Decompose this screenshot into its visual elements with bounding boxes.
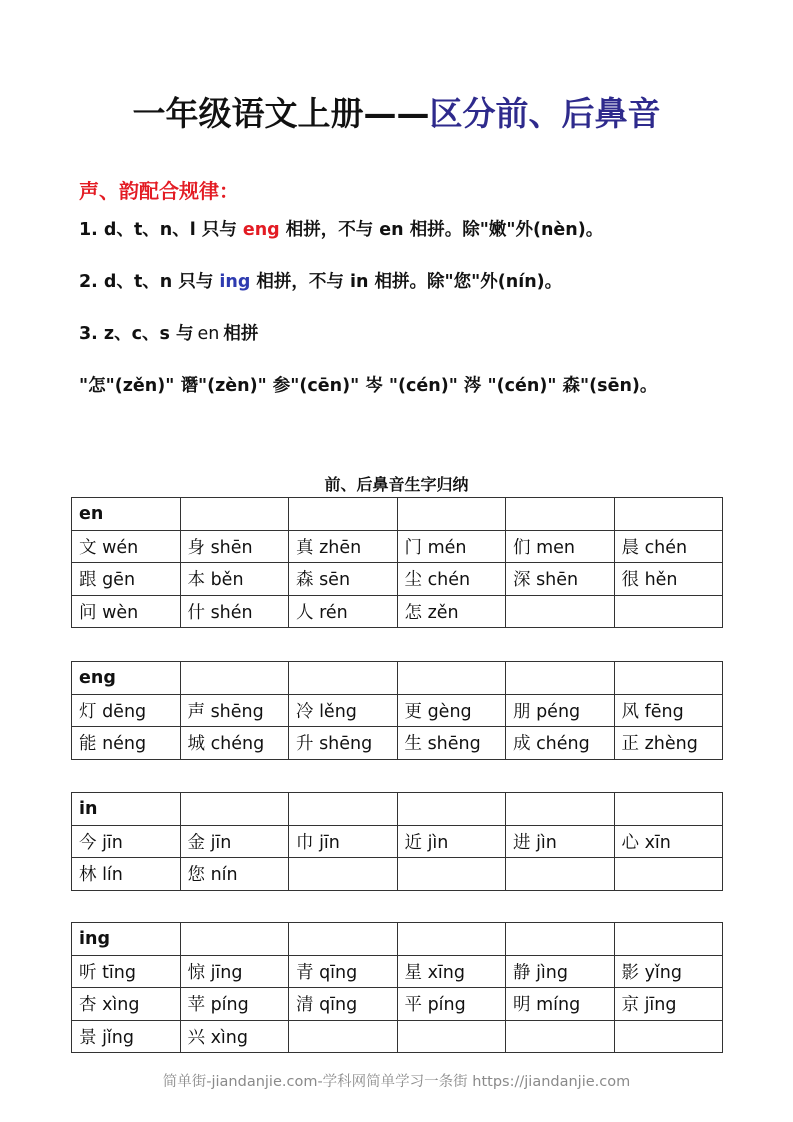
table-cell: 生 shēng — [397, 727, 506, 760]
table-cell — [180, 498, 289, 531]
table-cell: 身 shēn — [180, 530, 289, 563]
table-en — [71, 497, 723, 628]
table-cell — [614, 858, 723, 891]
table-cell: 风 fēng — [614, 694, 723, 727]
table-header-label: in — [72, 793, 181, 826]
table-cell — [506, 923, 615, 956]
rule-3 — [79, 320, 258, 345]
table-cell — [506, 793, 615, 826]
table-cell: 巾 jīn — [289, 825, 398, 858]
table-header-label: ing — [72, 923, 181, 956]
table-cell — [614, 793, 723, 826]
rule-1-highlight: eng — [242, 220, 280, 240]
rule-1-text-after: 相拼，不与 en 相拼。除"嫩"外(nèn)。 — [285, 220, 604, 240]
table-cell — [506, 595, 615, 628]
table-cell: 文 wén — [72, 530, 181, 563]
table-row — [72, 563, 723, 596]
table-cell: 冷 lěng — [289, 694, 398, 727]
rule-2 — [79, 268, 562, 293]
table-row — [72, 694, 723, 727]
rule-2-highlight: ing — [219, 272, 251, 292]
table-cell: 心 xīn — [614, 825, 723, 858]
table-cell: 金 jīn — [180, 825, 289, 858]
table-cell: 您 nín — [180, 858, 289, 891]
table-cell — [180, 793, 289, 826]
table-cell — [289, 793, 398, 826]
page-title — [0, 88, 793, 135]
rule-3-text-before: 3. z、c、s 与 — [79, 324, 194, 344]
rule-2-text-after: 相拼，不与 in 相拼。除"您"外(nín)。 — [256, 272, 563, 292]
table-cell — [614, 1020, 723, 1053]
table-cell: 本 běn — [180, 563, 289, 596]
table-cell: 更 gèng — [397, 694, 506, 727]
table-cell: 进 jìn — [506, 825, 615, 858]
table-cell — [506, 498, 615, 531]
table-cell: 近 jìn — [397, 825, 506, 858]
table-cell: 能 néng — [72, 727, 181, 760]
table-cell: 城 chéng — [180, 727, 289, 760]
table-cell: 听 tīng — [72, 955, 181, 988]
table-ing — [71, 922, 723, 1053]
table-cell — [506, 1020, 615, 1053]
rule-2-text-before: 2. d、t、n 只与 — [79, 272, 214, 292]
table-cell: 深 shēn — [506, 563, 615, 596]
rule-4: "怎"(zěn)" 谮"(zèn)" 参"(cēn)" 岑 "(cén)" 涔 "(cén)" 森"(sēn)。 — [79, 376, 658, 396]
table-cell — [397, 498, 506, 531]
table-cell: 跟 gēn — [72, 563, 181, 596]
table-cell — [614, 595, 723, 628]
table-cell — [289, 1020, 398, 1053]
table-cell: 清 qīng — [289, 988, 398, 1021]
table-cell — [180, 662, 289, 695]
table-in — [71, 792, 723, 891]
table-cell — [506, 662, 615, 695]
table-cell — [289, 498, 398, 531]
table-header-row — [72, 923, 723, 956]
table-cell — [397, 662, 506, 695]
table-row — [72, 1020, 723, 1053]
table-row — [72, 858, 723, 891]
table-cell: 惊 jīng — [180, 955, 289, 988]
table-cell — [614, 498, 723, 531]
table-cell: 今 jīn — [72, 825, 181, 858]
table-cell: 林 lín — [72, 858, 181, 891]
table-cell — [397, 793, 506, 826]
table-cell: 真 zhēn — [289, 530, 398, 563]
table-cell: 什 shén — [180, 595, 289, 628]
table-cell — [397, 923, 506, 956]
table-cell: 景 jǐng — [72, 1020, 181, 1053]
table-cell: 青 qīng — [289, 955, 398, 988]
page-title-part1: 一年级语文上册—— — [132, 94, 430, 133]
rule-1-text-before: 1. d、t、n、l 只与 — [79, 220, 237, 240]
table-cell — [506, 858, 615, 891]
table-cell — [614, 662, 723, 695]
table-row — [72, 595, 723, 628]
table-cell — [289, 662, 398, 695]
table-cell: 声 shēng — [180, 694, 289, 727]
rule-3-plain: en — [197, 324, 220, 344]
table-row — [72, 988, 723, 1021]
table-cell: 兴 xìng — [180, 1020, 289, 1053]
table-cell — [289, 923, 398, 956]
table-cell: 人 rén — [289, 595, 398, 628]
page-title-part2: 区分前、后鼻音 — [429, 94, 661, 133]
table-cell: 森 sēn — [289, 563, 398, 596]
table-cell: 静 jìng — [506, 955, 615, 988]
table-cell: 平 píng — [397, 988, 506, 1021]
table-cell: 明 míng — [506, 988, 615, 1021]
table-row — [72, 727, 723, 760]
table-cell: 很 hěn — [614, 563, 723, 596]
table-cell — [397, 858, 506, 891]
table-header-row — [72, 498, 723, 531]
table-header-row — [72, 662, 723, 695]
table-cell — [614, 923, 723, 956]
table-cell: 杏 xìng — [72, 988, 181, 1021]
table-header-label: en — [72, 498, 181, 531]
table-cell — [397, 1020, 506, 1053]
table-cell: 苹 píng — [180, 988, 289, 1021]
table-cell — [289, 858, 398, 891]
table-row — [72, 955, 723, 988]
table-cell: 星 xīng — [397, 955, 506, 988]
table-cell: 正 zhèng — [614, 727, 723, 760]
tables-title: 前、后鼻音生字归纳 — [324, 475, 469, 494]
table-cell: 尘 chén — [397, 563, 506, 596]
table-cell: 们 men — [506, 530, 615, 563]
table-cell: 升 shēng — [289, 727, 398, 760]
table-header-label: eng — [72, 662, 181, 695]
rules-heading: 声、韵配合规律： — [79, 179, 239, 203]
table-cell: 怎 zěn — [397, 595, 506, 628]
table-eng — [71, 661, 723, 760]
footer: 简单街-jiandanjie.com-学科网简单学习一条街 https://jiandanjie.com — [162, 1074, 631, 1090]
table-cell: 影 yǐng — [614, 955, 723, 988]
table-row — [72, 825, 723, 858]
table-cell: 问 wèn — [72, 595, 181, 628]
table-cell: 朋 péng — [506, 694, 615, 727]
table-cell: 晨 chén — [614, 530, 723, 563]
table-cell: 灯 dēng — [72, 694, 181, 727]
table-cell — [180, 923, 289, 956]
table-row — [72, 530, 723, 563]
rule-3-text-after: 相拼 — [223, 324, 259, 344]
rule-1 — [79, 216, 603, 241]
table-cell: 成 chéng — [506, 727, 615, 760]
table-header-row — [72, 793, 723, 826]
table-cell: 京 jīng — [614, 988, 723, 1021]
table-cell: 门 mén — [397, 530, 506, 563]
